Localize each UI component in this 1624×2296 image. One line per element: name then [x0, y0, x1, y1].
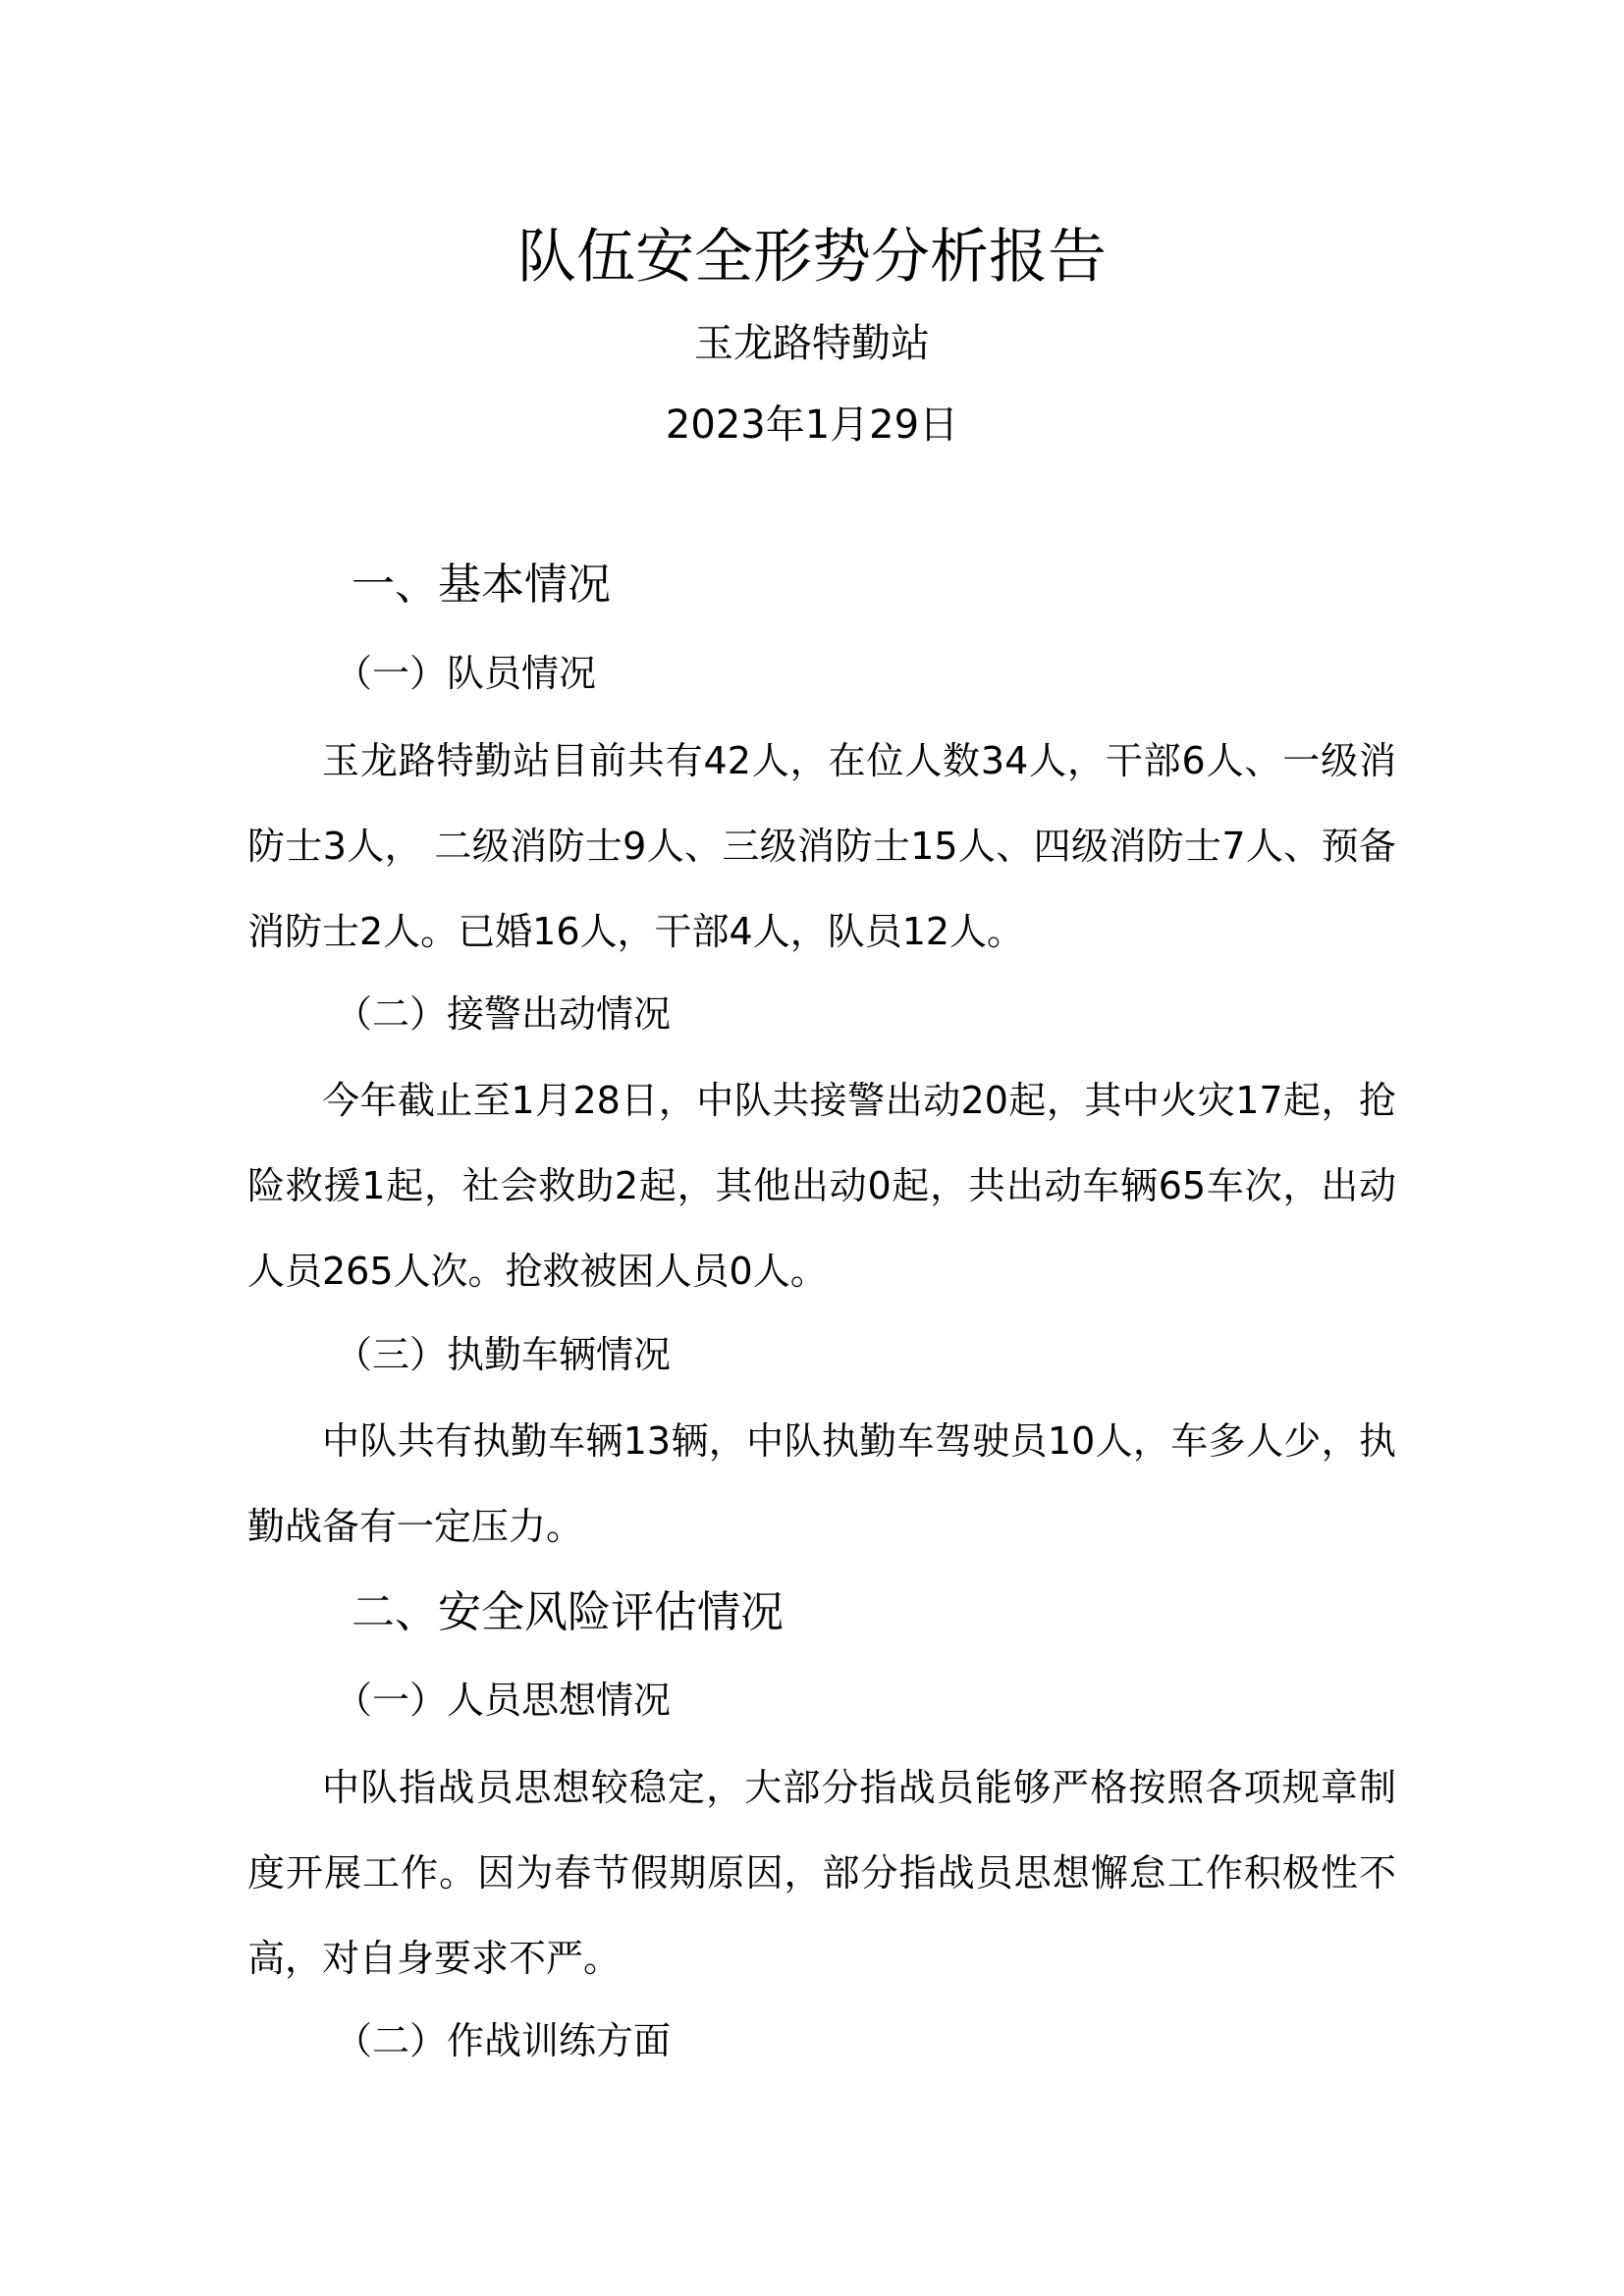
document-organization: 玉龙路特勤站: [694, 321, 930, 366]
subsection-heading-dispatch: （二）接警出动情况: [335, 992, 672, 1036]
subsection-heading-morale: （一）人员思想情况: [335, 1679, 672, 1722]
paragraph-personnel: 玉龙路特勤站目前共有42人，在位人数34人，干部6人、一级消防士3人， 二级消防士9人、三级消防士15人、四级消防士7人、预备消防士2人。已婚16人，干部4人，队员12人。: [247, 739, 1396, 953]
paragraph-dispatch: 今年截止至1月28日，中队共接警出动20起，其中火灾17起，抢险救援1起，社会救助2起，其他出动0起，共出动车辆65车次，出动人员265人次。抢救被困人员0人。: [247, 1079, 1396, 1293]
document-title: 队伍安全形势分析报告: [517, 223, 1107, 292]
subsection-heading-vehicles: （三）执勤车辆情况: [335, 1333, 672, 1376]
subsection-heading-training: （二）作战训练方面: [335, 2019, 672, 2062]
subsection-heading-personnel: （一）队员情况: [335, 652, 597, 695]
section-heading-risk-assessment: 二、安全风险评估情况: [352, 1587, 784, 1637]
paragraph-morale: 中队指战员思想较稳定，大部分指战员能够严格按照各项规章制度开展工作。因为春节假期原因，部分指战员思想懈怠工作积极性不高，对自身要求不严。: [247, 1766, 1396, 1980]
paragraph-vehicles: 中队共有执勤车辆13辆，中队执勤车驾驶员10人，车多人少，执勤战备有一定压力。: [247, 1419, 1396, 1548]
document-date: 2023年1月29日: [665, 402, 959, 448]
section-heading-basic-situation: 一、基本情况: [352, 560, 611, 610]
